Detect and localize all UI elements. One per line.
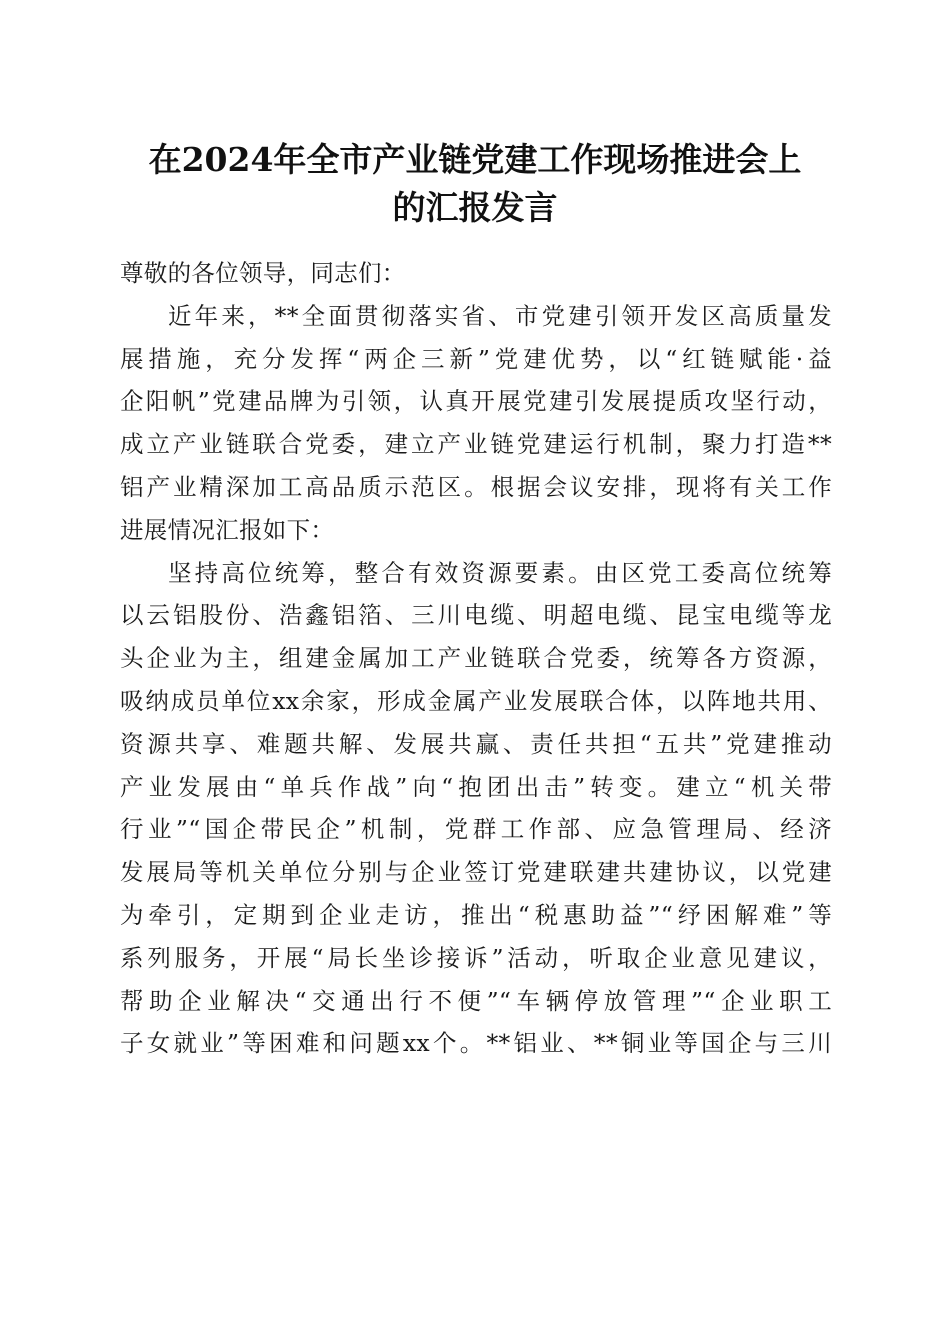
title-line-2: 的汇报发言 bbox=[392, 188, 558, 227]
paragraph-line: 资源共享、难题共解、发展共赢、责任共担“五共”党建推动 bbox=[120, 729, 832, 758]
paragraph-line: 发展局等机关单位分别与企业签订党建联建共建协议，以党建 bbox=[120, 858, 832, 887]
paragraph-line: 成立产业链联合党委，建立产业链党建运行机制，聚力打造** bbox=[120, 430, 832, 459]
paragraph-1 bbox=[120, 295, 832, 552]
paragraph-line: 子女就业”等困难和问题xx个。**铝业、**铜业等国企与三川 bbox=[120, 1029, 832, 1058]
paragraph-line: 铝产业精深加工高品质示范区。根据会议安排，现将有关工作 bbox=[120, 472, 832, 501]
paragraph-line: 产业发展由“单兵作战”向“抱团出击”转变。建立“机关带 bbox=[120, 772, 832, 801]
paragraph-2 bbox=[120, 552, 832, 1066]
paragraph-line: 近年来，**全面贯彻落实省、市党建引领开发区高质量发 bbox=[168, 301, 832, 330]
paragraph-line: 帮助企业解决“交通出行不便”“车辆停放管理”“企业职工 bbox=[120, 986, 832, 1015]
document-body bbox=[120, 252, 832, 1065]
paragraph-line: 为牵引，定期到企业走访，推出“税惠助益”“纾困解难”等 bbox=[120, 900, 832, 929]
paragraph-line: 坚持高位统筹，整合有效资源要素。由区党工委高位统筹 bbox=[168, 558, 832, 587]
paragraph-line: 行业”“国企带民企”机制，党群工作部、应急管理局、经济 bbox=[120, 815, 832, 844]
title-line-1: 在2024年全市产业链党建工作现场推进会上 bbox=[148, 140, 802, 179]
paragraph-line: 吸纳成员单位xx余家，形成金属产业发展联合体，以阵地共用、 bbox=[120, 686, 832, 715]
document-title bbox=[120, 136, 830, 232]
salutation: 尊敬的各位领导，同志们： bbox=[120, 259, 406, 287]
paragraph-line: 进展情况汇报如下： bbox=[120, 515, 335, 544]
paragraph-line: 以云铝股份、浩鑫铝箔、三川电缆、明超电缆、昆宝电缆等龙 bbox=[120, 601, 832, 630]
paragraph-line: 系列服务，开展“局长坐诊接诉”活动，听取企业意见建议， bbox=[120, 943, 832, 972]
paragraph-line: 头企业为主，组建金属加工产业链联合党委，统筹各方资源， bbox=[120, 644, 832, 673]
paragraph-line: 展措施，充分发挥“两企三新”党建优势，以“红链赋能·益 bbox=[120, 344, 832, 373]
paragraph-line: 企阳帆”党建品牌为引领，认真开展党建引发展提质攻坚行动， bbox=[120, 387, 832, 416]
